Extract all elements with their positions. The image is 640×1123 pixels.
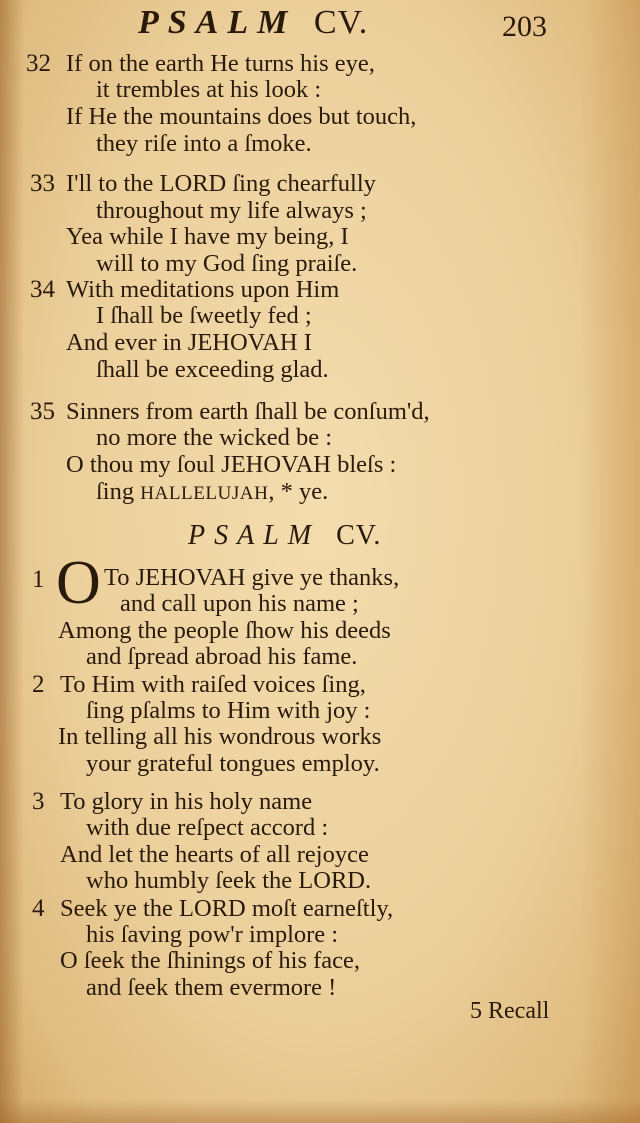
verse-number: 34: [30, 276, 55, 303]
verse-line: and call upon his name ;: [120, 590, 359, 617]
page-edge-stain: [580, 0, 640, 1123]
verse-line: and ſpread abroad his fame.: [86, 643, 358, 670]
catchword: 5 Recall: [470, 998, 550, 1024]
verse-line: And ever in JEHOVAH I: [66, 329, 312, 356]
running-head: [138, 4, 368, 42]
verse-line: If on the earth He turns his eye,: [66, 50, 375, 77]
verse-number: 4: [32, 895, 45, 922]
verse-line: To Him with raiſed voices ſing,: [60, 671, 366, 698]
verse-line: with due reſpect accord :: [86, 814, 329, 841]
verse-line: and ſeek them evermore !: [86, 974, 337, 1001]
binding-shadow: [0, 0, 24, 1123]
verse-line: With meditations upon Him: [66, 276, 340, 303]
verse-line: his ſaving pow'r implore :: [86, 921, 339, 948]
verse-number: 2: [32, 671, 45, 698]
verse-line: If He the mountains does but touch,: [66, 103, 417, 130]
section-heading-title: PSALM: [188, 520, 321, 551]
verse-line: To glory in his holy name: [60, 788, 313, 815]
page-number: 203: [502, 10, 547, 43]
verse-line: it trembles at his look :: [96, 76, 322, 103]
verse-line-suffix: , * ye.: [268, 478, 329, 505]
running-head-numeral: CV.: [313, 4, 369, 41]
section-heading: [188, 520, 381, 552]
verse-line: Sinners from earth ſhall be conſum'd,: [66, 398, 430, 425]
verse-line: they riſe into a ſmoke.: [96, 130, 312, 157]
hallelujah-smallcaps: HALLELUJAH: [140, 483, 269, 504]
verse-number: 32: [26, 50, 51, 77]
verse-line: will to my God ſing praiſe.: [96, 250, 358, 277]
verse-line: no more the wicked be :: [96, 424, 333, 451]
verse-number: 1: [32, 566, 45, 593]
verse-line: ſing pſalms to Him with joy :: [86, 697, 371, 724]
verse-line: [96, 478, 328, 506]
verse-line: Among the people ſhow his deeds: [58, 617, 391, 644]
verse-line: And let the hearts of all rejoyce: [60, 841, 369, 868]
verse-number: 35: [30, 398, 55, 425]
verse-line: your grateful tongues employ.: [86, 750, 380, 777]
running-head-title: PSALM: [138, 4, 297, 41]
verse-line: O thou my ſoul JEHOVAH bleſs :: [66, 451, 397, 478]
verse-line: throughout my life always ;: [96, 197, 367, 224]
page-bottom-edge: [0, 1099, 640, 1123]
verse-line: O ſeek the ſhinings of his face,: [60, 947, 361, 974]
verse-number: 3: [32, 788, 45, 815]
verse-line: ſhall be exceeding glad.: [96, 356, 329, 383]
verse-line: In telling all his wondrous works: [58, 723, 382, 750]
verse-number: 33: [30, 170, 55, 197]
verse-line: I'll to the LORD ſing chearfully: [66, 170, 376, 197]
verse-line: Seek ye the LORD moſt earneſtly,: [60, 895, 394, 922]
verse-line: To JEHOVAH give ye thanks,: [104, 564, 400, 591]
verse-line: I ſhall be ſweetly fed ;: [96, 302, 312, 329]
verse-line-prefix: ſing: [96, 478, 141, 505]
verse-line: who humbly ſeek the LORD.: [86, 867, 372, 894]
verse-line: Yea while I have my being, I: [66, 223, 349, 250]
drop-cap: O: [56, 549, 101, 617]
section-heading-numeral: CV.: [336, 520, 382, 551]
